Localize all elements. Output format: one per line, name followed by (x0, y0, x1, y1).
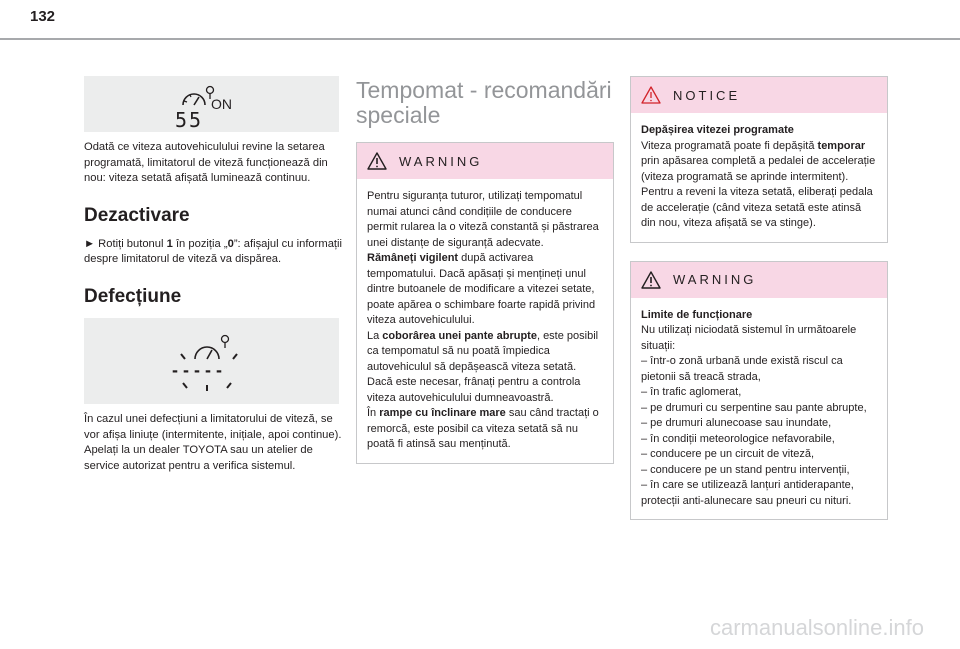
bullet-arrow-icon: ► (84, 237, 96, 250)
malfunction-heading: Defecțiune (84, 285, 182, 307)
warning-label: WARNING (399, 153, 483, 169)
column-left (84, 76, 342, 474)
limits-warning-body (631, 298, 887, 520)
on-label: ON (210, 96, 232, 112)
malfunction-text: În cazul unei defecțiuni a limitatorului de viteză, se vor afișa liniuțe (intermitente, inițiale, apoi continue). (84, 412, 342, 441)
warning-label: WARNING (673, 272, 757, 287)
column-right (630, 76, 888, 520)
limits-item: – conducere pe un circuit de viteză, (641, 448, 815, 460)
notice-header (631, 77, 887, 113)
warning-triangle-icon (367, 152, 387, 170)
warning-paragraph-4: În rampe cu înclinare mare sau când tractați o remorcă, este posibil ca viteza setată să nu poată fi atinsă sau menținută. (367, 407, 599, 450)
speedometer-on-icon (167, 79, 257, 129)
warning-paragraph-2: Rămâneți vigilent după activarea tempomatului. Dacă apăsați și mențineți unul dintre butoanele de modificare a vitezei setate, poate apărea o schimbare foarte rapidă privind viteza autovehiculului. (367, 252, 596, 326)
limits-title: Limite de funcționare (641, 308, 753, 321)
malfunction-illustration (84, 318, 339, 404)
limits-item: – în care se utilizează lanțuri antiderapante, protecții anti-alunecare sau pneuri cu nituri. (641, 479, 854, 507)
limits-item: – pe drumuri alunecoase sau inundate, (641, 417, 832, 429)
warning-body (357, 179, 613, 463)
notice-paragraph-2: Pentru a reveni la viteza setată, eliberați pedala de accelerație (când viteza setată este atinsă din nou, viteza afișată se va stinge). (641, 186, 873, 229)
limits-warning-header (631, 262, 887, 298)
warning-paragraph-3: La coborârea unei pante abrupte, este posibil ca tempomatul să nu poată împiedica autovehiculul să depășească viteza setată. Dacă este necesar, frânați pentru a controla viteza autovehiculului dumneavoastră. (367, 329, 599, 404)
watermark: carmanualsonline.info (709, 615, 924, 640)
limits-item: – într-o zonă urbană unde există riscul ca pietonii să treacă strada, (641, 355, 843, 383)
limits-item: – în condiții meteorologice nefavorabile, (641, 432, 835, 445)
limits-intro: Nu utilizați niciodată sistemul în următoarele situații: (641, 324, 857, 352)
warning-header (357, 143, 613, 179)
section-title: Tempomat - recomandări speciale (356, 77, 612, 128)
deactivate-instructions: ► Rotiți butonul 1 în poziția „0”: afișajul cu informații despre limitatorul de viteză va dispărea. (84, 237, 342, 266)
notice-paragraph-1: Viteza programată poate fi depășită temporar prin apăsarea completă a pedalei de accelerație (viteza programată se aprinde intermitent). (641, 139, 876, 183)
notice-triangle-icon (641, 86, 661, 104)
limits-item: – conducere pe un stand pentru intervenții, (641, 463, 850, 476)
column-middle (356, 76, 614, 464)
notice-body (631, 113, 887, 242)
page-number: 132 (30, 8, 56, 25)
notice-label: NOTICE (673, 87, 741, 103)
warning-triangle-icon (641, 271, 661, 289)
warning-paragraph-1: Pentru siguranța tuturor, utilizați tempomatul numai atunci când condițiile de conducere permit rularea la o viteză constantă și păstrarea unei distanțe de siguranță adecvate. (367, 190, 599, 249)
limits-warning-box (630, 261, 888, 521)
deactivate-heading: Dezactivare (84, 204, 190, 226)
limits-item: – pe drumuri cu serpentine sau pante abrupte, (641, 401, 867, 414)
limits-item: – în trafic aglomerat, (641, 386, 742, 398)
notice-box (630, 76, 888, 243)
speed-limiter-on-illustration (84, 76, 339, 132)
warning-box (356, 142, 614, 464)
speedometer-dashes-icon (167, 321, 257, 401)
speed-digits: 55 (174, 108, 203, 129)
notice-title: Depășirea vitezei programate (641, 124, 794, 136)
header-rule (0, 38, 960, 40)
dash-display: - - - - - (171, 359, 222, 380)
return-to-set-speed-text: Odată ce viteza autovehiculului revine la setarea programată, limitatorul de viteză funcționează din nou: viteza setată afișată luminează continuu. (84, 141, 328, 185)
dealer-text: Apelați la un dealer TOYOTA sau un atelier de service autorizat pentru a verifica sistemul. (84, 444, 313, 472)
